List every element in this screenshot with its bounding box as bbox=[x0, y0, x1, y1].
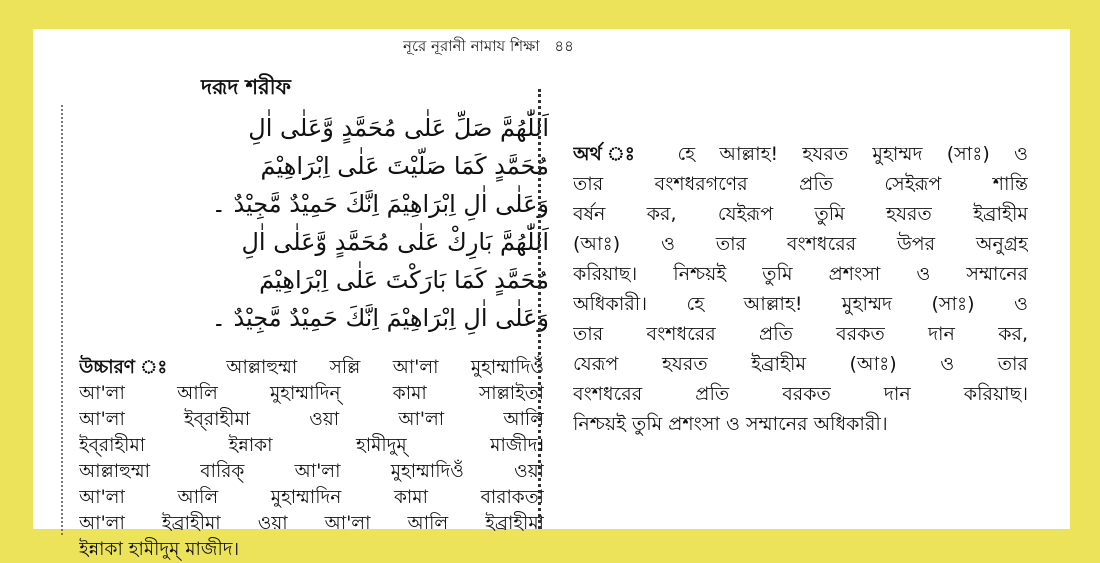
pronunciation-line: আ'লা আলি মুহাম্মাদিন্ কামা সাল্লাইতা bbox=[79, 383, 544, 404]
meaning-line: অধিকারী। হে আল্লাহ! মুহাম্মদ (সাঃ) ও bbox=[573, 293, 1028, 315]
page-number: ৪৪ bbox=[554, 37, 574, 55]
meaning-line: যেরূপ হযরত ইব্রাহীম (আঃ) ও তার bbox=[573, 353, 1028, 375]
left-margin-dots bbox=[61, 105, 67, 535]
pronunciation-text: আল্লাহুম্মা সল্লি আ'লা মুহাম্মাদিওঁ bbox=[226, 357, 544, 378]
meaning-block bbox=[573, 139, 1028, 439]
pronunciation-line: আল্লাহুম্মা বারিক্ আ'লা মুহাম্মাদিওঁ ওয়া bbox=[79, 461, 544, 482]
book-title: নূরে নূরানী নামায শিক্ষা bbox=[403, 37, 540, 55]
pronunciation-label: উচ্চারণ ঃ bbox=[79, 357, 194, 378]
section-title: দরূদ শরীফ bbox=[201, 75, 292, 99]
meaning-text: হে আল্লাহ! হযরত মুহাম্মদ (সাঃ) ও bbox=[677, 143, 1028, 165]
left-column bbox=[51, 65, 551, 560]
pronunciation-line: ইন্নাকা হামীদুম্ মাজীদ। bbox=[79, 539, 240, 560]
arabic-line: وَعَلٰى اٰلِ اِبْرَاهِيْمَ اِنَّكَ حَمِيْدٌ مَّجِيْدٌ ۔ bbox=[211, 190, 549, 218]
page-header bbox=[403, 35, 703, 60]
pronunciation-line: আ'লা ইব্রাহীমা ওয়া আ'লা আলি ইব্রাহীমা bbox=[79, 513, 544, 534]
meaning-line: তার বংশধরের প্রতি বরকত দান কর, bbox=[573, 323, 1028, 345]
meaning-line: (আঃ) ও তার বংশধরের উপর অনুগ্রহ bbox=[573, 233, 1028, 255]
meaning-label: অর্থ ঃ bbox=[573, 143, 654, 165]
meaning-line bbox=[573, 139, 1028, 169]
arabic-line: مُحَمَّدٍ كَمَا صَلَّيْتَ عَلٰى اِبْرَاهِيْمَ bbox=[260, 152, 549, 180]
meaning-line: বর্ষন কর, যেইরূপ তুমি হযরত ইব্রাহীম bbox=[573, 203, 1028, 225]
column-divider bbox=[538, 89, 541, 529]
pronunciation-line: আ'লা আলি মুহাম্মাদিন কামা বারাকতা bbox=[79, 487, 544, 508]
arabic-line: اَللّٰهُمَّ صَلِّ عَلٰى مُحَمَّدٍ وَّعَلٰى اٰلِ bbox=[248, 114, 549, 142]
book-page bbox=[33, 29, 1070, 560]
meaning-line: তার বংশধরগণের প্রতি সেইরূপ শান্তি bbox=[573, 173, 1028, 195]
meaning-line: নিশ্চয়ই তুমি প্রশংসা ও সম্মানের অধিকারী। bbox=[573, 413, 888, 435]
pronunciation-block bbox=[79, 355, 544, 563]
arabic-line: مُحَمَّدٍ كَمَا بَارَكْتَ عَلٰى اِبْرَاهِيْمَ bbox=[259, 266, 549, 294]
pronunciation-line: আ'লা ইব্‌রাহীমা ওয়া আ'লা আলি bbox=[79, 409, 544, 430]
pronunciation-line: ইব্‌রাহীমা ইন্নাকা হামীদুম্ মাজীদ। bbox=[79, 435, 544, 456]
pronunciation-line bbox=[79, 355, 544, 381]
arabic-line: وَعَلٰى اٰلِ اِبْرَاهِيْمَ اِنَّكَ حَمِيْدٌ مَّجِيْدٌ ۔ bbox=[211, 304, 549, 332]
arabic-text bbox=[79, 109, 549, 337]
meaning-line: করিয়াছ। নিশ্চয়ই তুমি প্রশংসা ও সম্মানের bbox=[573, 263, 1028, 285]
arabic-line: اَللّٰهُمَّ بَارِكْ عَلٰى مُحَمَّدٍ وَّعَلٰى اٰلِ bbox=[241, 228, 549, 256]
meaning-line: বংশধরের প্রতি বরকত দান করিয়াছ। bbox=[573, 383, 1028, 405]
